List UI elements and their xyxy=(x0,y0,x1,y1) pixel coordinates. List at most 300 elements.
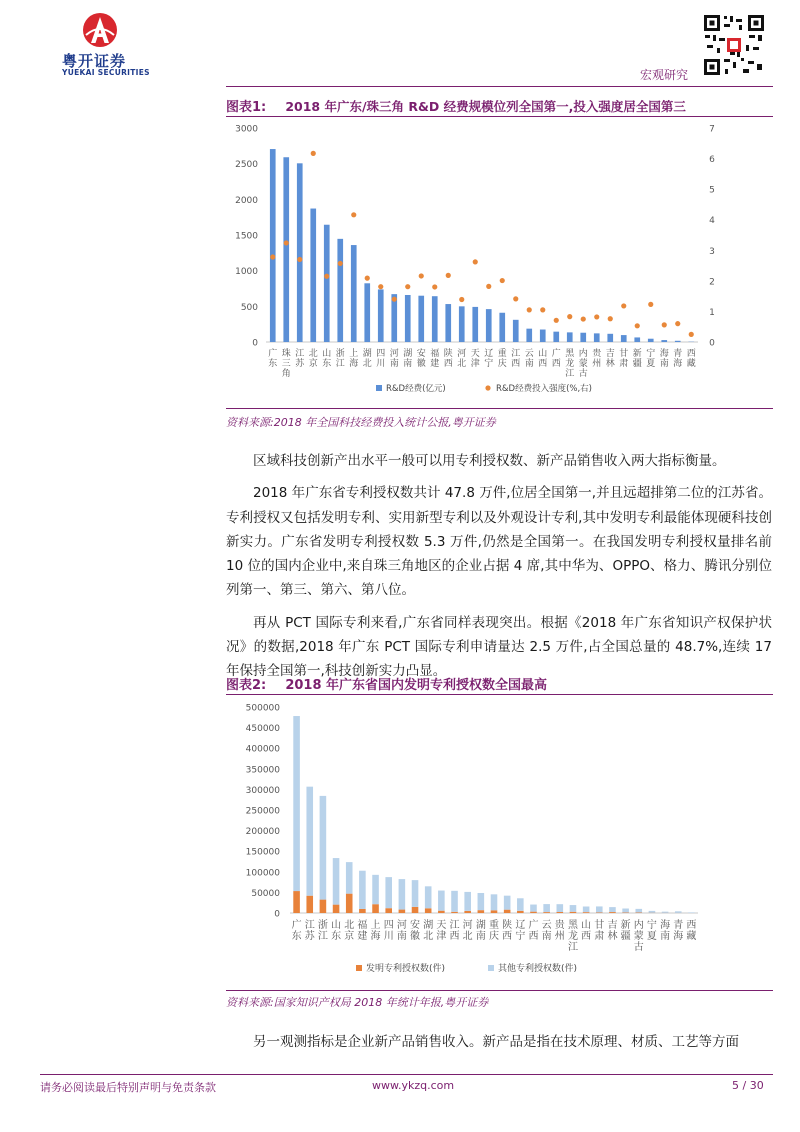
y-right-tick-label: 7 xyxy=(709,124,715,135)
rd-intensity-point xyxy=(648,302,653,307)
x-category-label xyxy=(511,348,520,369)
x-category-label xyxy=(357,918,367,942)
x-category-label-char: 吉 xyxy=(605,349,615,359)
x-category-label-char: 湖 xyxy=(403,349,413,359)
x-category-label-char: 青 xyxy=(673,349,683,359)
x-category-label-char: 江 xyxy=(449,920,460,931)
x-category-label-char: 上 xyxy=(370,920,381,931)
qr-code xyxy=(703,14,765,76)
x-category-label-char: 安 xyxy=(410,920,421,931)
footer-divider xyxy=(40,1074,773,1075)
x-category-label xyxy=(309,347,318,369)
y-left-tick-label: 1500 xyxy=(235,231,258,242)
patent-grants-chart xyxy=(226,696,773,988)
invention-patent-bar xyxy=(478,910,485,913)
rd-intensity-point xyxy=(297,257,302,262)
x-category-label xyxy=(555,918,566,942)
x-category-label-char: 海 xyxy=(660,920,671,931)
x-category-label xyxy=(542,919,552,942)
x-category-label-char: 江 xyxy=(304,920,315,931)
x-category-label-char: 南 xyxy=(524,359,534,369)
x-category-label xyxy=(268,347,277,369)
x-category-label xyxy=(579,347,588,379)
x-category-label-char: 三 xyxy=(281,359,291,369)
x-category-label-char: 龙 xyxy=(565,359,575,369)
x-category-label xyxy=(430,347,439,369)
rd-expenditure-bar xyxy=(499,313,505,342)
y-tick-label: 350000 xyxy=(245,765,280,776)
other-patent-bar xyxy=(622,909,629,913)
y-right-tick-label: 4 xyxy=(709,216,715,227)
rd-intensity-point xyxy=(365,276,370,281)
rd-intensity-point xyxy=(405,284,410,289)
x-category-label-char: 湖 xyxy=(423,920,434,931)
x-category-label-char: 州 xyxy=(592,359,602,369)
other-patent-bar xyxy=(306,787,313,896)
other-patent-bar xyxy=(320,796,327,900)
rd-intensity-point xyxy=(392,297,397,302)
rd-intensity-point xyxy=(473,259,478,264)
x-category-label xyxy=(686,919,696,942)
x-category-label-char: 湖 xyxy=(475,920,486,931)
rd-intensity-point xyxy=(594,314,599,319)
y-tick-label: 400000 xyxy=(245,744,280,755)
other-patent-bar xyxy=(596,906,603,912)
x-category-label xyxy=(673,347,682,369)
rd-expenditure-bar xyxy=(486,309,492,342)
x-category-label-char: 新 xyxy=(620,920,631,931)
rd-intensity-point xyxy=(554,318,559,323)
rd-intensity-point xyxy=(689,332,694,337)
x-category-label-char: 南 xyxy=(475,931,486,942)
x-category-label-char: 北 xyxy=(344,920,355,931)
invention-patent-bar xyxy=(359,909,366,913)
x-category-label-char: 山 xyxy=(581,920,592,931)
x-category-label-char: 西 xyxy=(502,931,513,942)
rd-expenditure-bar xyxy=(364,283,370,342)
x-category-label-char: 四 xyxy=(383,920,394,931)
other-patent-bar xyxy=(517,898,524,911)
footer-url[interactable]: www.ykzq.com xyxy=(372,1079,455,1092)
figure2-title: 2018 年广东省国内发明专利授权数全国最高 xyxy=(285,678,548,693)
y-tick-label: 150000 xyxy=(245,847,280,858)
rd-expenditure-bar xyxy=(648,339,654,342)
legend-swatch-rd-intensity xyxy=(485,385,490,390)
x-category-label-char: 林 xyxy=(605,359,615,369)
y-tick-label: 450000 xyxy=(245,724,280,735)
x-category-label xyxy=(336,347,345,369)
x-category-label-char: 河 xyxy=(396,920,407,931)
x-category-label xyxy=(457,348,466,369)
other-patent-bar xyxy=(333,858,340,905)
y-tick-label: 200000 xyxy=(245,827,280,838)
x-category-label-char: 云 xyxy=(541,920,552,931)
legend-swatch-invention-patents xyxy=(356,965,362,971)
y-left-tick-label: 2000 xyxy=(235,195,258,206)
other-patent-bar xyxy=(293,716,300,891)
rd-intensity-point xyxy=(662,322,667,327)
x-category-label-char: 龙 xyxy=(567,931,578,942)
x-category-label-char: 吉 xyxy=(607,920,618,931)
invention-patent-bar xyxy=(385,908,392,913)
x-category-label-char: 山 xyxy=(322,349,332,359)
x-category-label-char: 河 xyxy=(389,349,399,359)
x-category-label xyxy=(633,347,642,369)
x-category-label xyxy=(565,348,575,379)
section-tag: 宏观研究 xyxy=(640,68,689,82)
x-category-label-char: 夏 xyxy=(646,931,657,942)
x-category-label-char: 四 xyxy=(376,349,386,359)
rd-expenditure-bar xyxy=(607,334,613,342)
x-category-label-char: 宁 xyxy=(646,349,656,359)
rd-expenditure-bar xyxy=(337,239,343,342)
x-category-label xyxy=(528,918,538,942)
x-category-label-char: 庆 xyxy=(489,931,499,942)
x-category-label xyxy=(417,347,426,369)
x-category-label xyxy=(489,918,499,942)
x-category-label-char: 北 xyxy=(457,359,467,369)
other-patent-bar xyxy=(412,880,419,907)
figure2-title-divider xyxy=(226,694,773,695)
rd-expenditure-bar xyxy=(513,320,519,342)
x-category-label-char: 山 xyxy=(538,349,548,359)
y-tick-label: 0 xyxy=(274,909,280,920)
x-category-label xyxy=(410,918,420,942)
x-category-label-char: 苏 xyxy=(295,359,305,369)
y-right-tick-label: 6 xyxy=(709,155,715,166)
x-category-label-char: 江 xyxy=(317,931,328,942)
x-category-label-char: 贵 xyxy=(592,349,602,359)
other-patent-bar xyxy=(543,904,550,912)
x-category-label xyxy=(498,347,507,369)
other-patent-bar xyxy=(425,886,432,908)
x-category-label-char: 福 xyxy=(430,349,440,359)
rd-expenditure-bar xyxy=(445,304,451,342)
x-category-label-char: 湖 xyxy=(362,349,372,359)
other-patent-bar xyxy=(688,912,695,913)
x-category-label-char: 山 xyxy=(331,920,342,931)
x-category-label xyxy=(463,919,473,942)
invention-patent-bar xyxy=(412,907,419,913)
qr-code-icon xyxy=(703,14,765,76)
y-tick-label: 100000 xyxy=(245,868,280,879)
x-category-label-char: 北 xyxy=(423,931,434,942)
rd-expenditure-bar xyxy=(324,225,330,342)
x-category-label xyxy=(592,347,602,369)
rd-intensity-point xyxy=(581,316,586,321)
x-category-label-char: 疆 xyxy=(632,359,642,369)
x-category-label xyxy=(673,918,683,942)
y-left-tick-label: 0 xyxy=(252,338,258,349)
rd-expenditure-bar xyxy=(675,341,681,342)
x-category-label-char: 徽 xyxy=(410,931,421,942)
other-patent-bar xyxy=(504,896,511,910)
rd-expenditure-bar xyxy=(540,330,546,342)
invention-patent-bar xyxy=(583,912,590,913)
y-left-tick-label: 2500 xyxy=(235,160,258,171)
rd-intensity-point xyxy=(608,316,613,321)
invention-patent-bar xyxy=(372,904,379,913)
x-category-label-char: 辽 xyxy=(515,920,526,931)
footer-page-number: 5 / 30 xyxy=(732,1079,764,1092)
x-category-label xyxy=(331,918,341,942)
x-category-label xyxy=(581,918,591,942)
rd-intensity-point xyxy=(311,151,316,156)
body-text-block-2 xyxy=(226,1030,772,1054)
x-category-label-char: 庆 xyxy=(497,359,507,369)
rd-intensity-point xyxy=(351,212,356,217)
invention-patent-bar xyxy=(609,912,616,913)
other-patent-bar xyxy=(451,891,458,912)
rd-expenditure-bar xyxy=(526,329,532,342)
x-category-label-char: 北 xyxy=(308,349,318,359)
rd-intensity-point xyxy=(635,323,640,328)
figure2-label: 图表2: xyxy=(226,678,267,693)
x-category-label-char: 南 xyxy=(541,931,552,942)
x-category-label-char: 苏 xyxy=(304,931,315,942)
paragraph-4: 另一观测指标是企业新产品销售收入。新产品是指在技术原理、材质、工艺等方面 xyxy=(253,1034,739,1050)
x-category-label xyxy=(538,347,547,369)
rd-expenditure-bar xyxy=(310,209,316,342)
other-patent-bar xyxy=(478,893,485,910)
x-category-label xyxy=(397,919,407,942)
x-category-label-char: 新 xyxy=(632,349,642,359)
body-text-block-1 xyxy=(226,449,772,684)
x-category-label-char: 南 xyxy=(389,359,399,369)
rd-expenditure-bar xyxy=(297,163,303,342)
rd-expenditure-bar xyxy=(621,335,627,342)
rd-expenditure-bar xyxy=(351,245,357,342)
x-category-label-char: 津 xyxy=(470,359,480,369)
x-category-label-char: 州 xyxy=(554,931,565,942)
x-category-label xyxy=(305,919,316,942)
legend-label-rd-intensity: R&D经费投入强度(%,右) xyxy=(496,384,592,394)
x-category-label-char: 肃 xyxy=(594,931,605,942)
x-category-label-char: 江 xyxy=(565,369,575,379)
x-category-label-char: 珠 xyxy=(281,349,291,359)
legend-label-rd-expenditure: R&D经费(亿元) xyxy=(386,384,446,394)
other-patent-bar xyxy=(570,905,577,912)
invention-patent-bar xyxy=(570,912,577,913)
x-category-label-char: 疆 xyxy=(620,931,631,942)
x-category-label-char: 福 xyxy=(357,920,368,931)
x-category-label-char: 夏 xyxy=(646,359,656,369)
x-category-label xyxy=(376,348,385,369)
x-category-label xyxy=(403,347,412,369)
x-category-label xyxy=(634,918,644,953)
x-category-label xyxy=(363,347,372,369)
x-category-label xyxy=(471,348,480,369)
y-right-tick-label: 3 xyxy=(709,246,715,257)
legend-swatch-rd-expenditure xyxy=(376,385,382,391)
invention-patent-bar xyxy=(517,911,524,913)
rd-expenditure-bar xyxy=(594,333,600,342)
rd-expenditure-bar xyxy=(378,289,384,342)
x-category-label-char: 甘 xyxy=(619,349,629,359)
x-category-label xyxy=(384,919,394,942)
rd-intensity-point xyxy=(621,303,626,308)
invention-patent-bar xyxy=(346,894,353,913)
x-category-label xyxy=(344,919,354,942)
rd-intensity-point xyxy=(486,284,491,289)
x-category-label-char: 东 xyxy=(331,931,342,942)
invention-patent-bar xyxy=(491,910,498,913)
x-category-label-char: 北 xyxy=(362,359,372,369)
rd-expenditure-bar xyxy=(405,295,411,342)
x-category-label-char: 西 xyxy=(443,359,453,369)
x-category-label xyxy=(282,347,291,379)
rd-intensity-point xyxy=(675,321,680,326)
legend-swatch-other-patents xyxy=(488,965,494,971)
company-logo xyxy=(60,10,150,77)
x-category-label-char: 浙 xyxy=(317,920,328,931)
y-tick-label: 300000 xyxy=(245,785,280,796)
x-category-label-char: 海 xyxy=(349,359,359,369)
other-patent-bar xyxy=(583,907,590,913)
x-category-label-char: 陕 xyxy=(443,349,453,359)
x-category-label-char: 海 xyxy=(659,349,669,359)
rd-intensity-point xyxy=(527,307,532,312)
figure1-title: 2018 年广东/珠三角 R&D 经费规模位列全国第一,投入强度居全国第三 xyxy=(285,99,686,114)
x-category-label xyxy=(525,348,534,369)
figure1-bottom-divider xyxy=(226,408,773,409)
x-category-label-char: 建 xyxy=(357,931,368,942)
x-category-label-char: 古 xyxy=(578,369,588,379)
x-category-label-char: 南 xyxy=(403,359,413,369)
x-category-label-char: 河 xyxy=(457,349,467,359)
rd-expenditure-chart xyxy=(226,118,773,406)
other-patent-bar xyxy=(346,862,353,894)
rd-expenditure-bar xyxy=(553,332,559,342)
figure1-title-row xyxy=(226,96,686,115)
x-category-label-char: 徽 xyxy=(416,359,426,369)
x-category-label xyxy=(295,348,305,369)
x-category-label-char: 重 xyxy=(497,349,507,359)
rd-intensity-point xyxy=(513,296,518,301)
x-category-label-char: 东 xyxy=(291,931,302,942)
invention-patent-bar xyxy=(333,905,340,913)
rd-expenditure-bar xyxy=(634,337,640,342)
y-right-tick-label: 1 xyxy=(709,307,715,318)
y-left-tick-label: 3000 xyxy=(235,124,258,135)
x-category-label-char: 建 xyxy=(430,359,440,369)
other-patent-bar xyxy=(530,905,537,912)
x-category-label xyxy=(349,347,358,369)
header-divider xyxy=(226,86,773,87)
x-category-label-char: 上 xyxy=(349,349,359,359)
x-category-label-char: 江 xyxy=(295,349,305,359)
other-patent-bar xyxy=(491,894,498,910)
x-category-label-char: 肃 xyxy=(619,359,629,369)
rd-intensity-point xyxy=(432,284,437,289)
x-category-label xyxy=(322,347,331,369)
x-category-label-char: 北 xyxy=(462,931,473,942)
other-patent-bar xyxy=(675,911,682,913)
rd-intensity-point xyxy=(324,274,329,279)
x-category-label-char: 津 xyxy=(436,931,447,942)
x-category-label xyxy=(292,918,302,942)
x-category-label-char: 内 xyxy=(578,349,588,359)
other-patent-bar xyxy=(438,891,445,911)
footer-disclaimer[interactable]: 请务必阅读最后特别声明与免责条款 xyxy=(40,1081,216,1094)
x-category-label-char: 河 xyxy=(462,920,473,931)
figure1-label: 图表1: xyxy=(226,100,267,115)
x-category-label-char: 川 xyxy=(383,931,394,942)
y-tick-label: 500000 xyxy=(245,703,280,714)
rd-intensity-point xyxy=(500,278,505,283)
x-category-label xyxy=(594,918,604,942)
x-category-label-char: 内 xyxy=(633,920,644,931)
x-category-label xyxy=(619,347,628,369)
x-category-label xyxy=(607,918,617,942)
x-category-label-char: 海 xyxy=(673,931,684,942)
other-patent-bar xyxy=(662,912,669,913)
x-category-label-char: 藏 xyxy=(686,359,696,369)
x-category-label-char: 贵 xyxy=(554,920,565,931)
y-right-tick-label: 5 xyxy=(709,185,715,196)
x-category-label xyxy=(568,919,579,953)
x-category-label-char: 宁 xyxy=(646,920,657,931)
invention-patent-bar xyxy=(464,911,471,913)
y-left-tick-label: 1000 xyxy=(235,267,258,278)
invention-patent-bar xyxy=(293,891,300,913)
x-category-label-char: 广 xyxy=(291,920,302,931)
y-left-tick-label: 500 xyxy=(240,302,258,313)
x-category-label-char: 东 xyxy=(322,359,332,369)
rd-expenditure-bar xyxy=(661,340,667,342)
rd-expenditure-bar xyxy=(270,149,276,342)
x-category-label-char: 西 xyxy=(581,931,592,942)
x-category-label-char: 江 xyxy=(511,349,521,359)
other-patent-bar xyxy=(464,892,471,911)
rd-intensity-point xyxy=(338,261,343,266)
x-category-label xyxy=(444,347,453,369)
x-category-label-char: 重 xyxy=(489,920,499,931)
x-category-label-char: 蒙 xyxy=(633,931,644,942)
rd-expenditure-bar xyxy=(432,296,438,342)
x-category-label-char: 宁 xyxy=(515,931,526,942)
other-patent-bar xyxy=(359,871,366,909)
figure1-title-divider xyxy=(226,116,773,117)
x-category-label-char: 西 xyxy=(538,359,548,369)
x-category-label xyxy=(318,918,328,942)
x-category-label-char: 林 xyxy=(607,931,618,942)
x-category-label-char: 西 xyxy=(686,920,697,931)
x-category-label-char: 安 xyxy=(416,349,426,359)
figure2-source: 资料来源:国家知识产权局 2018 年统计年报,粤开证券 xyxy=(226,996,489,1009)
paragraph-3: 再从 PCT 国际专利来看,广东省同样表现突出。根据《2018 年广东省知识产权保护状况》的数据,2018 年广东 PCT 国际专利申请量达 2.5 万件,占全国总量的 48.7%,连续 17 年保持全国第一,科技创新实力凸显。 xyxy=(226,614,772,680)
x-category-label xyxy=(484,348,493,369)
x-category-label xyxy=(515,919,525,942)
rd-intensity-point xyxy=(540,307,545,312)
figure2-bottom-divider xyxy=(226,990,773,991)
rd-intensity-point xyxy=(419,273,424,278)
paragraph-2: 2018 年广东省专利授权数共计 47.8 万件,位居全国第一,并且远超排第二位的江苏省。专利授权又包括发明专利、实用新型专利以及外观设计专利,其中发明专利最能体现硬科技创新实力。广东省发明专利授权数 5.3 万件,仍然是全国第一。在我国发明专利授权量排名前 10 位的国内企业中,来自珠三角地区的企业占据 4 席,其中华为、OPPO、格力、腾讯分别位列第一、第三、第六、第八位。 xyxy=(226,485,772,599)
rd-expenditure-bar xyxy=(567,332,573,342)
rd-intensity-point xyxy=(378,284,383,289)
invention-patent-bar xyxy=(557,912,564,913)
x-category-label-char: 京 xyxy=(308,359,318,369)
x-category-label-char: 宁 xyxy=(484,359,494,369)
x-category-label-char: 广 xyxy=(528,920,539,931)
y-tick-label: 50000 xyxy=(251,888,280,899)
invention-patent-bar xyxy=(451,912,458,913)
x-category-label-char: 广 xyxy=(551,349,561,359)
x-category-label xyxy=(371,918,381,942)
rd-intensity-point xyxy=(270,254,275,259)
logo-name-cn: 粤开证券 xyxy=(62,52,127,70)
x-category-label-char: 西 xyxy=(551,359,561,369)
